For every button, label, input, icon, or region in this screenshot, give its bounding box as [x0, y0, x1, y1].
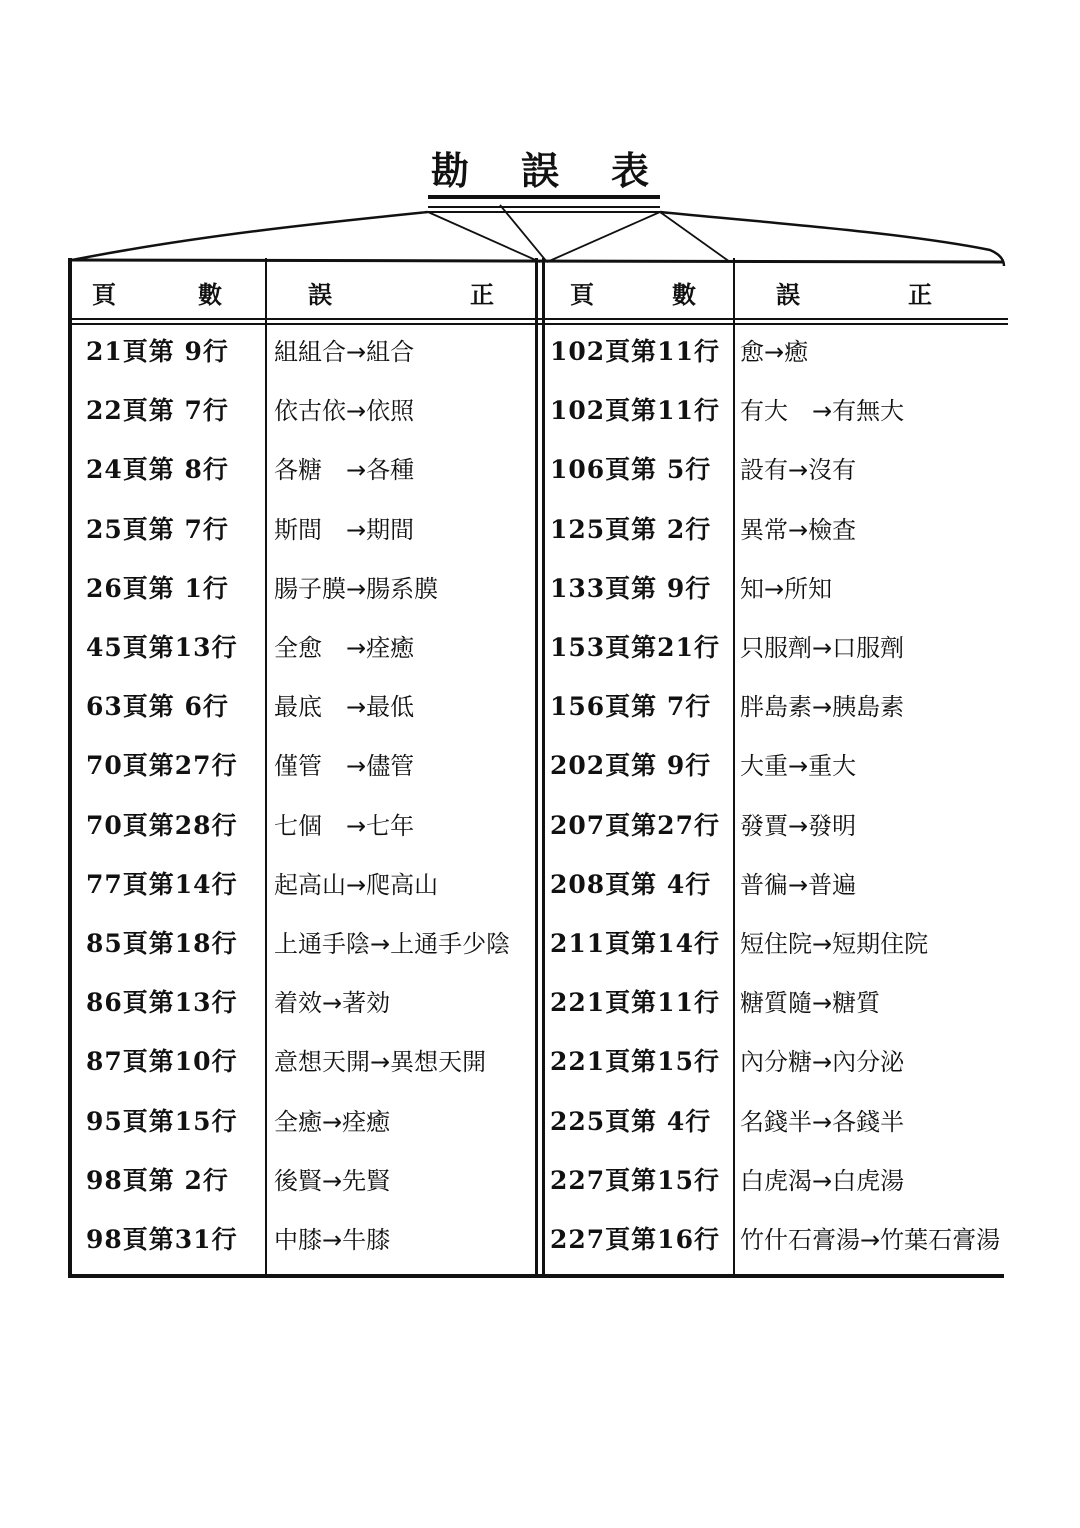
correction-text: 設有→沒有 [740, 456, 857, 485]
correction-text: 各糖 →各種 [274, 456, 415, 485]
page-ref: 102頁第11行 [550, 396, 720, 426]
column-divider-double-b [542, 258, 545, 1276]
header-count: 數 [198, 281, 222, 309]
page-ref: 98頁第31行 [86, 1225, 238, 1254]
correction-text: 有大 →有無大 [740, 397, 905, 426]
page-ref: 95頁第15行 [86, 1106, 238, 1136]
page-ref: 227頁第15行 [550, 1165, 720, 1195]
correction-text: 名錢半→各錢半 [740, 1107, 905, 1136]
correction-text: 上通手陰→上通手少陰 [274, 930, 511, 958]
header-correct: 正 [908, 281, 932, 309]
page-ref: 202頁第 9行 [550, 751, 712, 781]
page-ref: 211頁第14行 [550, 929, 720, 958]
correction-text: 普徧→普遍 [740, 870, 857, 899]
correction-text: 內分糖→內分泌 [740, 1048, 905, 1077]
correction-text: 依古依→依照 [274, 397, 415, 426]
page-ref: 221頁第11行 [550, 988, 720, 1018]
page-ref: 87頁第10行 [86, 1047, 238, 1077]
header-count: 數 [672, 281, 696, 309]
correction-text: 全愈 →痊癒 [274, 634, 415, 662]
page-ref: 70頁第28行 [86, 810, 238, 840]
page-ref: 24頁第 8行 [86, 455, 229, 485]
correction-text: 斯間 →期間 [274, 515, 415, 544]
correction-text: 中膝→牛膝 [274, 1226, 391, 1254]
header-correct: 正 [470, 281, 494, 309]
page-ref: 221頁第15行 [550, 1047, 720, 1077]
correction-text: 着效→著効 [274, 989, 391, 1018]
correction-text: 竹什石膏湯→竹葉石膏湯 [740, 1226, 1001, 1254]
page-title: 勘誤表 [430, 149, 701, 193]
page-ref: 125頁第 2行 [550, 514, 712, 544]
correction-text: 胖島素→胰島素 [740, 693, 905, 722]
page-ref: 208頁第 4行 [550, 869, 712, 899]
header-error: 誤 [308, 281, 332, 309]
page-ref: 156頁第 7行 [550, 692, 712, 722]
correction-text: 愈→癒 [740, 338, 809, 366]
column-divider [733, 258, 735, 1276]
correction-text: 腸子膜→腸系膜 [274, 574, 439, 603]
correction-text: 只服劑→口服劑 [740, 634, 905, 662]
correction-text: 僅管 →儘管 [274, 752, 415, 781]
correction-text: 意想天開→異想天開 [274, 1048, 487, 1077]
page-ref: 153頁第21行 [550, 633, 720, 662]
page-ref: 86頁第13行 [86, 988, 238, 1018]
table-hanger-lines [0, 0, 1080, 300]
page-ref: 70頁第27行 [86, 751, 238, 781]
correction-text: 後賢→先賢 [274, 1166, 391, 1195]
correction-text: 短住院→短期住院 [740, 930, 929, 958]
page-ref: 25頁第 7行 [86, 514, 229, 544]
page-ref: 227頁第16行 [550, 1225, 720, 1254]
correction-text: 全癒→痊癒 [274, 1107, 391, 1136]
header-rule [72, 318, 1008, 320]
page-ref: 63頁第 6行 [86, 692, 229, 722]
correction-text: 異常→檢査 [740, 515, 857, 544]
page-ref: 106頁第 5行 [550, 455, 712, 485]
page-ref: 225頁第 4行 [550, 1106, 712, 1136]
column-divider-double-a [535, 258, 538, 1276]
page-ref: 22頁第 7行 [86, 396, 229, 426]
correction-text: 大重→重大 [740, 752, 857, 781]
correction-text: 白虎渴→白虎湯 [740, 1166, 905, 1195]
header-error: 誤 [776, 281, 800, 309]
page-ref: 102頁第11行 [550, 337, 720, 366]
page-ref: 98頁第 2行 [86, 1165, 229, 1195]
page-ref: 85頁第18行 [86, 929, 238, 958]
correction-text: 糖質隨→糖質 [740, 989, 881, 1018]
header-rule-thin [72, 323, 1008, 325]
page-ref: 207頁第27行 [550, 810, 720, 840]
page-ref: 77頁第14行 [86, 869, 238, 899]
correction-text: 最底 →最低 [274, 693, 415, 722]
correction-text: 發賈→發明 [740, 811, 857, 840]
column-divider [265, 258, 267, 1276]
page-ref: 45頁第13行 [86, 633, 238, 662]
header-page: 頁 [570, 281, 594, 309]
correction-text: 七個 →七年 [274, 811, 415, 840]
correction-text: 知→所知 [740, 574, 833, 603]
page-ref: 26頁第 1行 [86, 573, 229, 603]
correction-text: 組組合→組合 [274, 338, 415, 366]
page-ref: 133頁第 9行 [550, 573, 712, 603]
correction-text: 起高山→爬高山 [274, 870, 439, 899]
header-page: 頁 [92, 281, 116, 309]
page-ref: 21頁第 9行 [86, 337, 229, 366]
